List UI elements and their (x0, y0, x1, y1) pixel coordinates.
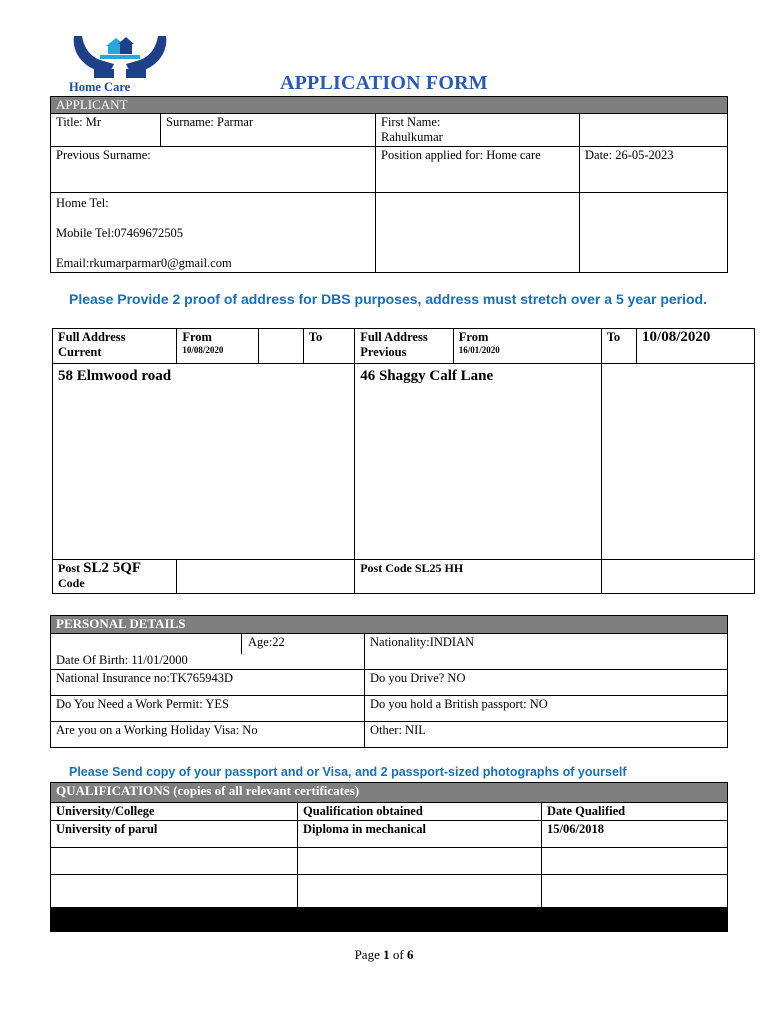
university-cell[interactable] (51, 848, 298, 875)
blank-cell (580, 193, 728, 273)
british-passport-field[interactable]: Do you hold a British passport: NO (365, 696, 728, 722)
table-row (51, 821, 728, 848)
table-row (51, 875, 728, 908)
personal-details-table (50, 615, 728, 748)
from-current[interactable]: From 10/08/2020 (177, 329, 258, 364)
title-field[interactable]: Title: Mr (51, 114, 161, 147)
university-cell[interactable] (51, 875, 298, 908)
dbs-note: Please Provide 2 proof of address for DBS purposes, address must stretch over a 5 year period. (69, 291, 707, 307)
date-qualified-cell[interactable] (542, 875, 728, 908)
email: Email:rkumarparmar0@gmail.com (56, 256, 232, 270)
passport-note: Please Send copy of your passport and or Visa, and 2 passport-sized photographs of yourself (69, 765, 627, 779)
blank-cell (580, 114, 728, 147)
previous-address-label: Full Address Previous (355, 329, 454, 364)
current-postcode-field[interactable]: Post SL2 5QF Code (53, 560, 177, 594)
blank-cell (601, 560, 754, 594)
current-address-label: Full Address Current (53, 329, 177, 364)
previous-surname-field[interactable]: Previous Surname: (51, 147, 376, 193)
age: Age:22 (248, 635, 285, 649)
contact-field[interactable] (51, 193, 376, 273)
page-number: 1 (383, 947, 390, 962)
qualification-cell[interactable] (298, 875, 542, 908)
to-label-previous: To (601, 329, 636, 364)
personal-heading: PERSONAL DETAILS (51, 616, 728, 634)
surname-field[interactable]: Surname: Parmar (161, 114, 376, 147)
mobile-tel: Mobile Tel:07469672505 (56, 226, 184, 240)
of-word: of (392, 947, 404, 962)
applicant-table (50, 96, 728, 273)
position-field[interactable]: Position applied for: Home care (376, 147, 580, 193)
qualifications-table (50, 782, 728, 932)
drive-field[interactable]: Do you Drive? NO (365, 670, 728, 696)
blank-cell (376, 193, 580, 273)
brand-name: Home Care (69, 80, 131, 94)
dob-age-field[interactable] (51, 634, 365, 670)
from-previous[interactable]: From 16/01/2020 (453, 329, 601, 364)
first-name-value: Rahulkumar (381, 130, 443, 144)
other-field[interactable]: Other: NIL (365, 722, 728, 748)
ni-field[interactable]: National Insurance no:TK765943D (51, 670, 365, 696)
dob: Date Of Birth: 11/01/2000 (56, 653, 188, 667)
date-qualified-cell[interactable]: 15/06/2018 (542, 821, 728, 848)
column-header-qualification: Qualification obtained (298, 803, 542, 821)
address-table (52, 328, 755, 594)
first-name-label: First Name: (381, 115, 441, 129)
date-qualified-cell[interactable] (542, 848, 728, 875)
page-title: APPLICATION FORM (280, 72, 488, 94)
holiday-visa-field[interactable]: Are you on a Working Holiday Visa: No (51, 722, 365, 748)
blank-cell (258, 329, 303, 364)
previous-postcode-field[interactable]: Post Code SL25 HH (355, 560, 601, 594)
to-previous-date[interactable]: 10/08/2020 (637, 329, 755, 364)
university-cell[interactable]: University of parul (51, 821, 298, 848)
work-permit-field[interactable]: Do You Need a Work Permit: YES (51, 696, 365, 722)
applicant-heading: APPLICANT (51, 97, 728, 114)
qualification-cell[interactable] (298, 848, 542, 875)
page-total: 6 (406, 947, 414, 962)
table-row (51, 848, 728, 875)
nationality-field[interactable]: Nationality:INDIAN (365, 634, 728, 670)
date-field[interactable]: Date: 26-05-2023 (580, 147, 728, 193)
qualification-cell[interactable]: Diploma in mechanical (298, 821, 542, 848)
page-word: Page (354, 947, 380, 962)
blank-cell (177, 560, 355, 594)
column-header-date: Date Qualified (542, 803, 728, 821)
current-address-field[interactable]: 58 Elmwood road (53, 364, 355, 560)
first-name-field[interactable] (376, 114, 580, 147)
previous-address-field[interactable]: 46 Shaggy Calf Lane (355, 364, 601, 560)
to-label: To (303, 329, 354, 364)
column-header-university: University/College (51, 803, 298, 821)
blank-cell (601, 364, 754, 560)
page-footer (0, 947, 768, 963)
qualifications-heading: QUALIFICATIONS (copies of all relevant certificates) (51, 783, 728, 803)
black-bar (51, 908, 728, 932)
home-care-logo (70, 28, 170, 80)
home-tel: Home Tel: (56, 196, 109, 210)
